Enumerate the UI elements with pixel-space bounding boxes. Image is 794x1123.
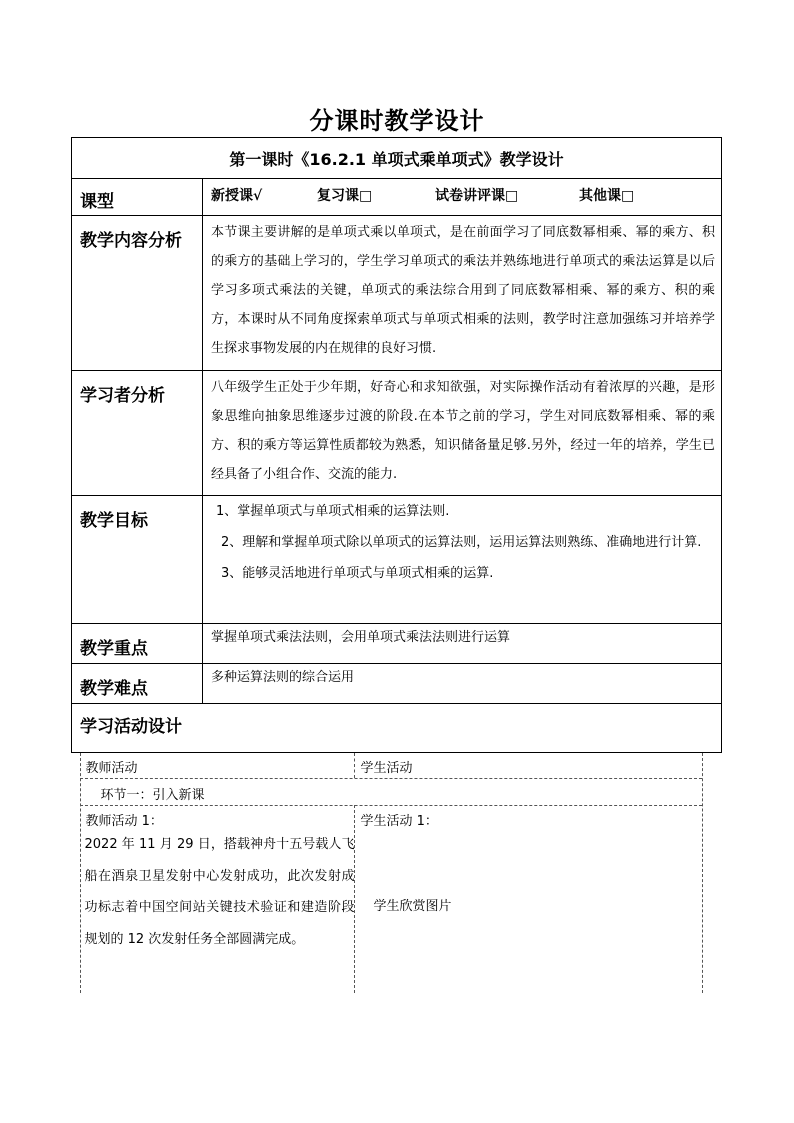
- key-point-text: 掌握单项式乘法法则，会用单项式乘法法则进行运算: [203, 624, 722, 664]
- lesson-type-option: 试卷讲评课□: [435, 188, 519, 204]
- dashed-border: [80, 753, 81, 993]
- teacher-activity-text: 2022 年 11 月 29 日，搭载神舟十五号载人飞船在酒泉卫星发射中心发射成功，此次发射成功标志着中国空间站关键技术验证和建造阶段规划的 12 次发射任务全部圆满完成。: [84, 837, 355, 947]
- student-activity-text: 学生欣赏图片: [373, 899, 452, 914]
- dashed-border: [80, 778, 702, 779]
- learner-analysis-text: 八年级学生正处于少年期，好奇心和求知欲强，对实际操作活动有着浓厚的兴趣，是形象思维向抽象思维逐步过渡的阶段.在本节之前的学习，学生对同底数幂相乘、幂的乘方、积的乘方等运算性质都较为熟悉，知识储备量足够.另外，经过一年的培养，学生已经具备了小组合作、交流的能力.: [203, 371, 722, 496]
- lesson-design-table: [71, 137, 722, 993]
- objectives-list: [203, 496, 722, 624]
- table-title: 第一课时《16.2.1 单项式乘单项式》教学设计: [72, 138, 722, 179]
- lesson-type-label: 课型: [72, 179, 203, 216]
- difficulty-text: 多种运算法则的综合运用: [203, 664, 722, 704]
- learner-analysis-label: 学习者分析: [72, 371, 203, 496]
- lesson-type-option: 新授课√: [211, 188, 263, 204]
- teacher-activity-label: 教师活动 1：: [85, 814, 163, 829]
- teacher-activity-header: 教师活动: [85, 761, 138, 776]
- student-activity-header: 学生活动: [360, 761, 413, 776]
- activity-design-label: 学习活动设计: [72, 704, 722, 753]
- lesson-type-cell: [203, 179, 722, 216]
- objective-item: 1、掌握单项式与单项式相乘的运算法则.: [216, 504, 450, 519]
- objectives-label: 教学目标: [72, 496, 203, 624]
- page-title: 分课时教学设计: [309, 107, 485, 135]
- activity-design-area: [72, 753, 722, 994]
- lesson-type-option: 复习课□: [317, 188, 373, 204]
- content-analysis-text: 本节课主要讲解的是单项式乘以单项式，是在前面学习了同底数幂相乘、幂的乘方、积的乘方的基础上学习的，学生学习单项式的乘法并熟练地进行单项式的乘法运算是以后学习多项式乘法的关键，单项式的乘法综合用到了同底数幂相乘、幂的乘方、积的乘方，本课时从不同角度探索单项式与单项式相乘的法则，教学时注意加强练习并培养学生探求事物发展的内在规律的良好习惯.: [203, 216, 722, 371]
- dashed-border: [702, 753, 703, 993]
- objective-item: 2、理解和掌握单项式除以单项式的运算法则，运用运算法则熟练、准确地进行计算.: [221, 535, 702, 550]
- dashed-border: [354, 753, 355, 778]
- lesson-type-option: 其他课□: [579, 188, 635, 204]
- student-activity-label: 学生活动 1：: [360, 814, 438, 829]
- content-analysis-label: 教学内容分析: [72, 216, 203, 371]
- dashed-border: [80, 805, 702, 806]
- segment-title: 环节一：引入新课: [100, 788, 205, 803]
- difficulty-label: 教学难点: [72, 664, 203, 704]
- key-point-label: 教学重点: [72, 624, 203, 664]
- objective-item: 3、能够灵活地进行单项式与单项式相乘的运算.: [221, 566, 494, 581]
